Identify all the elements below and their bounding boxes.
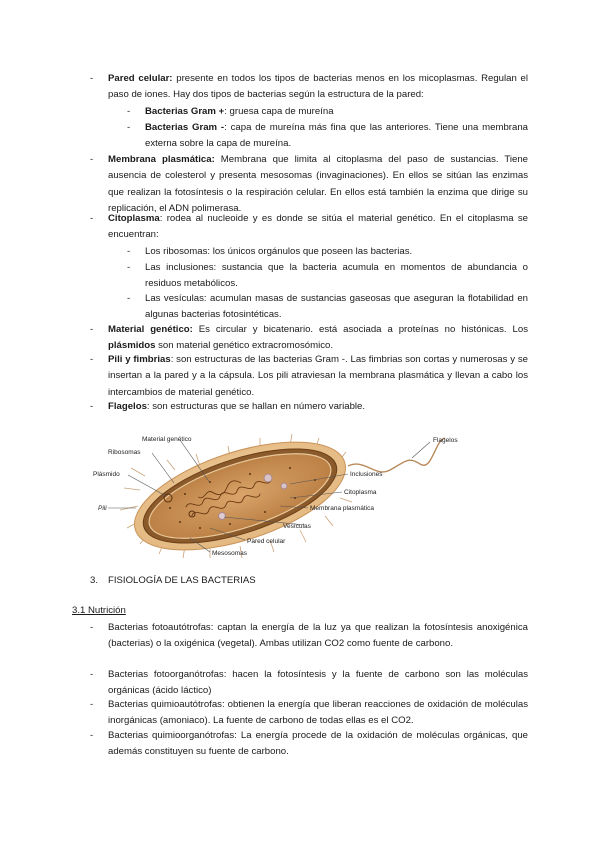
section-3-title: FISIOLOGÍA DE LAS BACTERIAS: [108, 575, 256, 586]
bullet-dash: -: [90, 622, 94, 633]
bullet-dash: -: [90, 730, 94, 741]
bullet-dash: -: [90, 354, 94, 365]
bullet-dash: -: [90, 73, 94, 84]
bullet-membrana-plasmatica: Membrana plasmática: Membrana que limita al citoplasma del paso de sustancias. Tiene ausencia de colesterol y presenta mesosomas (invaginaciones). En ellos se sitúan las enzimas que realizan la fotosíntesis o la respiración celular. En ellos está también la enzima que dirige su replicación, el ADN polimerasa.: [108, 154, 528, 214]
bullet-dash: -: [127, 246, 131, 257]
label-plasmido: Plásmido: [93, 471, 120, 478]
bullet-dash: -: [90, 324, 94, 335]
flagellum-shape: [348, 438, 445, 472]
bullet-gram-negative: Bacterias Gram -: capa de mureína más fina que las anteriores. Tiene una membrana externa sobre la capa de mureína.: [145, 122, 528, 150]
bullet-pared-celular: Pared celular: presente en todos los tipos de bacterias menos en los micoplasmas. Regulan el paso de iones. Hay dos tipos de bacterias según la estructura de la pared:: [108, 73, 528, 101]
bullet-gram-positive: Bacterias Gram +: gruesa capa de mureína: [145, 106, 334, 117]
section-3-1-title: 3.1 Nutrición: [72, 605, 126, 616]
label-citoplasma: Citoplasma: [344, 489, 377, 496]
bullet-pili-fimbrias: Pili y fimbrias: son estructuras de las bacterias Gram -. Las fimbrias son cortas y numerosas y se insertan a la pared y a la cápsula. Los pili atraviesan la membrana plasmática y llevan a cabo los intercambios de material genético.: [108, 354, 528, 398]
bullet-dash: -: [127, 262, 131, 273]
nutrition-quimioautotrofas: Bacterias quimioautótrofas: obtienen la energía que liberan reacciones de oxidación de moléculas inorgánicas (amoniaco). La fuente de carbono de todas ellas es el CO2.: [108, 699, 528, 727]
label-pili: Pili: [98, 505, 107, 512]
label-flagelos: Flagelos: [433, 437, 458, 444]
vesicle-shape: [219, 513, 226, 520]
inclusion-shape: [281, 483, 287, 489]
label-ribosomas: Ribosomas: [108, 449, 141, 456]
nutrition-quimioorganotrofas: Bacterias quimioorganótrofas: La energía procede de la oxidación de moléculas orgánicas, que además constituyen su fuente de carbono.: [108, 730, 528, 758]
bullet-dash: -: [90, 669, 94, 680]
inclusion-shape: [264, 474, 272, 482]
bullet-vesiculas: Las vesículas: acumulan masas de sustancias gaseosas que aseguran la flotabilidad en algunas bacterias fotosintéticas.: [145, 293, 528, 321]
bullet-citoplasma: Citoplasma: rodea al nucleoide y es donde se sitúa el material genético. En el citoplasma se encuentran:: [108, 213, 528, 241]
bullet-dash: -: [90, 213, 94, 224]
bullet-dash: -: [127, 106, 131, 117]
bullet-dash: -: [90, 401, 94, 412]
label-material-genetico: Material genético: [142, 436, 192, 443]
bullet-ribosomas: Los ribosomas: los únicos orgánulos que poseen las bacterias.: [145, 246, 413, 257]
label-inclusiones: Inclusiones: [350, 471, 383, 478]
label-pared-celular: Pared celular: [247, 538, 286, 545]
bullet-dash: -: [127, 122, 131, 133]
nutrition-fotoorganotrofas: Bacterias fotoorganótrofas: hacen la fotosíntesis y la fuente de carbono son las moléculas orgánicas (ácido láctico): [108, 669, 528, 697]
bullet-inclusiones: Las inclusiones: sustancia que la bacteria acumula en momentos de abundancia o residuos metabólicos.: [145, 262, 528, 290]
bullet-dash: -: [90, 699, 94, 710]
bullet-material-genetico: Material genético: Es circular y bicatenario. está asociada a proteínas no histónicas. Los plásmidos son material genético extracromosómico.: [108, 324, 528, 352]
bullet-dash: -: [127, 293, 131, 304]
label-membrana-plasmatica: Membrana plasmática: [310, 505, 374, 512]
bullet-dash: -: [90, 154, 94, 165]
section-3-number: 3.: [90, 575, 99, 586]
bacterium-diagram: [90, 428, 530, 560]
bullet-flagelos: Flagelos: son estructuras que se hallan en número variable.: [108, 401, 366, 412]
label-vesiculas: Vesículas: [283, 523, 311, 530]
nutrition-fotoautotrofas: Bacterias fotoautótrofas: captan la energía de la luz ya que realizan la fotosíntesis anoxigénica (bacterias) o la oxigénica (vegetal). Ambas utilizan CO2 como fuente de carbono.: [108, 622, 528, 650]
label-mesosomas: Mesosomas: [212, 550, 248, 557]
